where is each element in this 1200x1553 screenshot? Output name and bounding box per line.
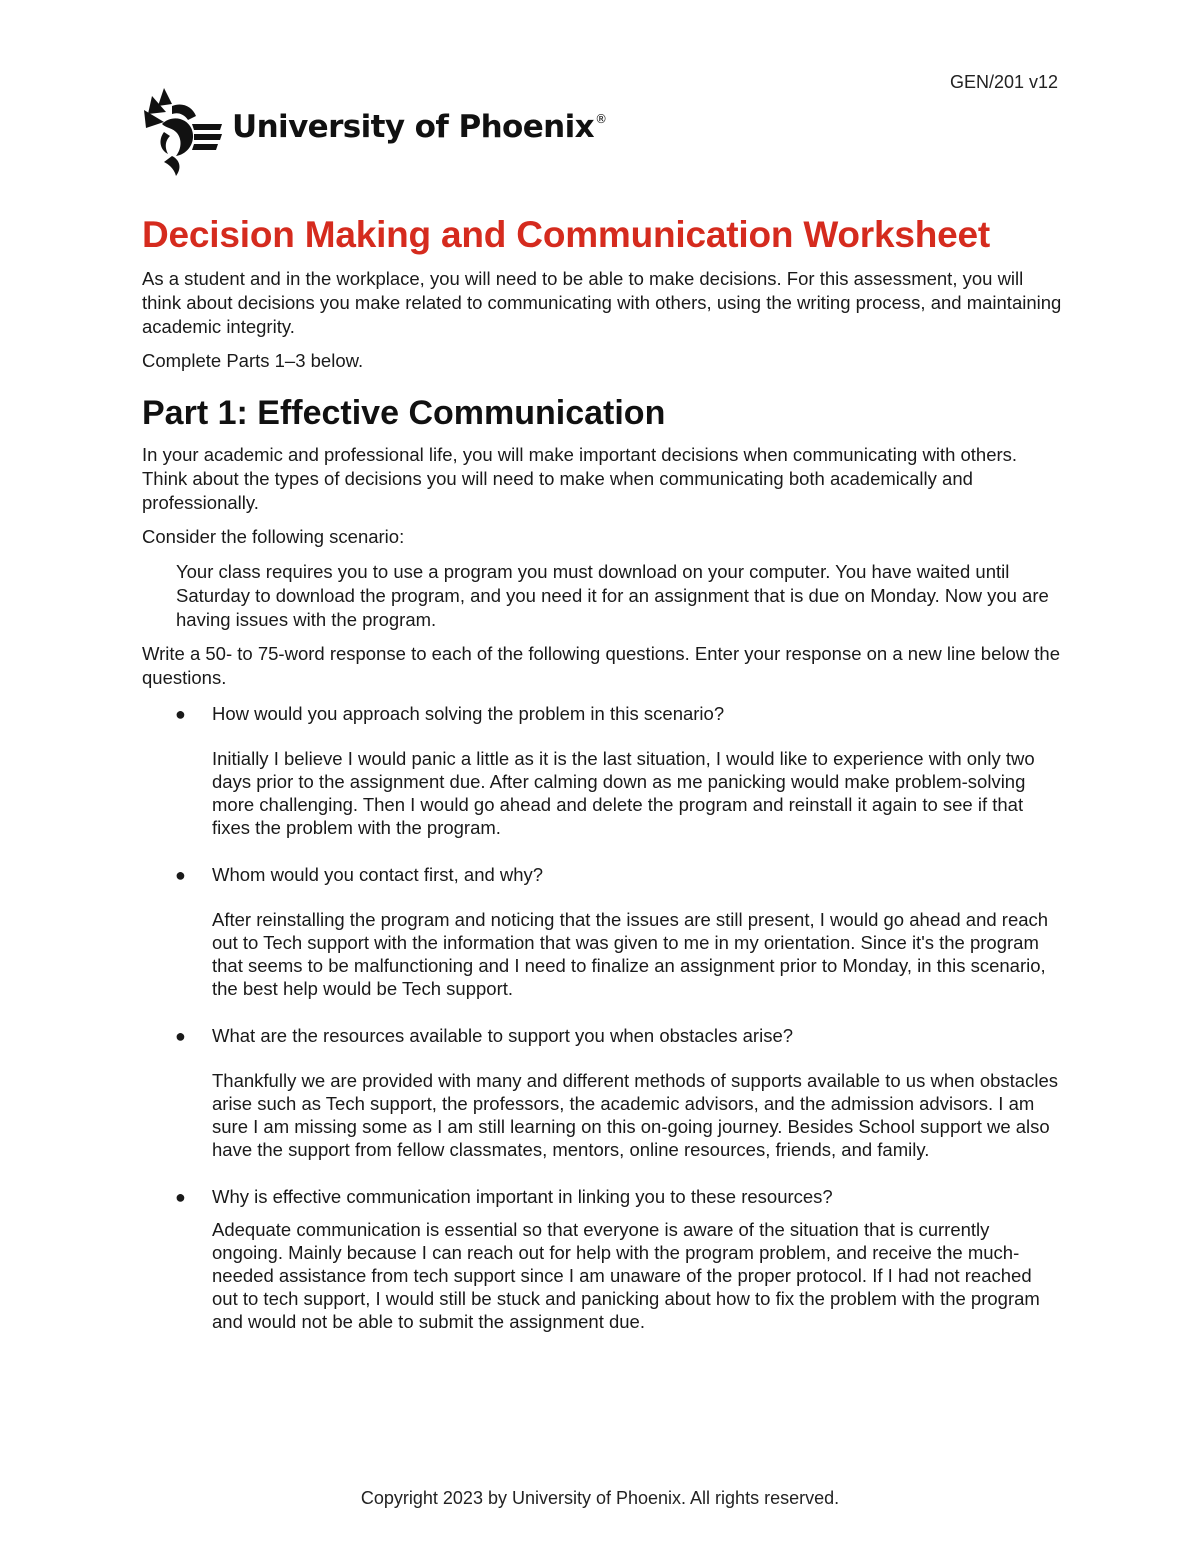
scenario-text: Your class requires you to use a program you must download on your computer. You have waited until Saturday to download the program, and you need it for an assignment that is due on Monday. Now you are having issues with the program. xyxy=(176,561,1049,630)
list-item xyxy=(142,1024,1062,1161)
university-logo xyxy=(142,84,606,178)
list-item xyxy=(142,1185,1062,1333)
list-item xyxy=(142,863,1062,1000)
logo-wordmark xyxy=(232,109,606,145)
bullet-icon: ● xyxy=(175,1187,186,1207)
list-item xyxy=(142,702,1062,839)
answer-text[interactable]: Thankfully we are provided with many and different methods of supports available to us when obstacles arise such as Tech support, the professors, the academic advisors, and the admission advisors. I am sure I am missing some as I am still learning on this on-going journey. Besides School support we also have the support from fellow classmates, mentors, online resources, friends, and family. xyxy=(212,1070,1058,1160)
consider-text: Consider the following scenario: xyxy=(142,526,405,547)
bullet-icon: ● xyxy=(175,865,186,885)
bullet-icon: ● xyxy=(175,704,186,724)
copyright-footer: Copyright 2023 by University of Phoenix. All rights reserved. xyxy=(360,1488,840,1508)
complete-parts-text: Complete Parts 1–3 below. xyxy=(142,350,364,371)
logo-text: University of Phoenix xyxy=(232,109,595,145)
part1-heading: Part 1: Effective Communication xyxy=(142,394,666,432)
bullet-icon: ● xyxy=(175,1026,186,1046)
answer-text[interactable]: Initially I believe I would panic a little as it is the last situation, I would like to experience with only two days prior to the assignment due. After calming down as me panicking would make problem-solving more challenging. Then I would go ahead and delete the program and reinstall it again to see if that fixes the problem with the program. xyxy=(212,748,1035,838)
answer-text[interactable]: After reinstalling the program and noticing that the issues are still present, I would go ahead and reach out to Tech support with the information that was given to me in my orientation. Since it's the program that seems to be malfunctioning and I need to finalize an assignment prior to Monday, in this scenario, the best help would be Tech support. xyxy=(212,909,1049,999)
registered-mark: ® xyxy=(595,112,607,126)
question-text: How would you approach solving the problem in this scenario? xyxy=(212,703,725,724)
intro-paragraph: As a student and in the workplace, you will need to be able to make decisions. For this assessment, you will think about decisions you make related to communicating with others, using the writing process, and maintaining academic integrity. xyxy=(142,268,1062,337)
question-text: Why is effective communication important in linking you to these resources? xyxy=(212,1186,833,1207)
worksheet-content xyxy=(142,210,1062,1357)
instructions-text: Write a 50- to 75-word response to each of the following questions. Enter your response on a new line below the questions. xyxy=(142,643,1060,688)
question-text: Whom would you contact first, and why? xyxy=(212,864,544,885)
question-list xyxy=(142,702,1062,1333)
course-code: GEN/201 v12 xyxy=(949,72,1058,92)
question-text: What are the resources available to support you when obstacles arise? xyxy=(212,1025,794,1046)
answer-text[interactable]: Adequate communication is essential so that everyone is aware of the situation that is currently ongoing. Mainly because I can reach out for help with the program problem, and receive the much-needed assistance from tech support since I am unaware of the proper protocol. If I had not reached out to tech support, I would still be stuck and panicking about how to fix the problem with the program and would not be able to submit the assignment due. xyxy=(212,1219,1040,1332)
worksheet-title: Decision Making and Communication Worksheet xyxy=(142,214,991,255)
phoenix-bird-icon xyxy=(142,84,224,178)
part1-intro: In your academic and professional life, you will make important decisions when communicating with others. Think about the types of decisions you will need to make when communicating both academically and professionally. xyxy=(142,444,1018,513)
